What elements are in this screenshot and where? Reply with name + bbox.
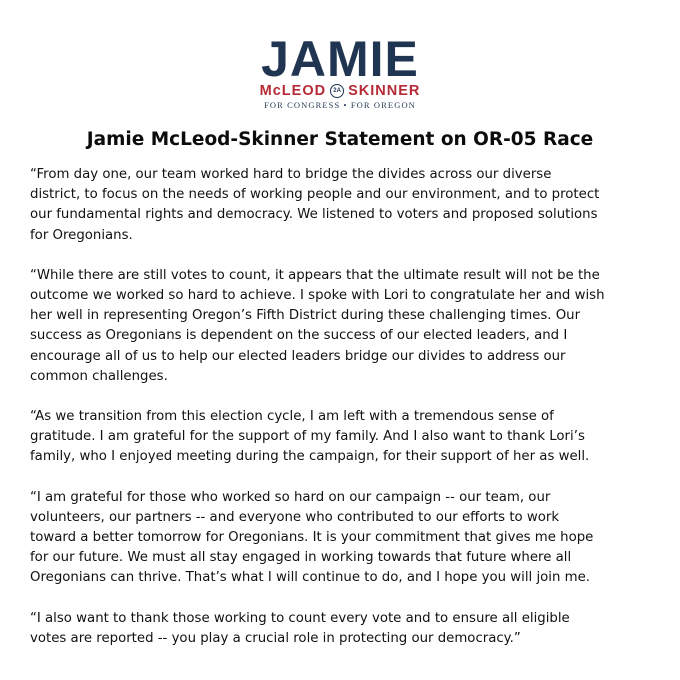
paragraph-line: volunteers, our partners -- and everyone who contributed to our efforts to work xyxy=(30,509,560,525)
paragraph-line: outcome we worked so hard to achieve. I spoke with Lori to congratulate her and wish xyxy=(30,288,605,304)
paragraph-line: “I also want to thank those working to count every vote and to ensure all eligible xyxy=(30,610,570,626)
paragraph-2 xyxy=(30,266,660,387)
logo-tagline: FOR CONGRESS • FOR OREGON xyxy=(264,100,416,110)
paragraph-line: district, to focus on the needs of working people and our environment, and to protect xyxy=(30,187,600,203)
statement-title: Jamie McLeod-Skinner Statement on OR-05 Race xyxy=(86,129,594,150)
paragraph-line: her well in representing Oregon’s Fifth District during these challenging times. Our xyxy=(30,308,581,324)
paragraph-line: “I am grateful for those who worked so hard on our campaign -- our team, our xyxy=(30,489,551,505)
logo-surname-right: SKINNER xyxy=(348,83,421,99)
paragraph-1 xyxy=(30,165,660,246)
paragraph-line: family, who I enjoyed meeting during the campaign, for their support of her as well. xyxy=(30,449,590,465)
campaign-logo xyxy=(0,31,680,110)
paragraph-line: “While there are still votes to count, it appears that the ultimate result will not be the xyxy=(30,267,600,283)
paragraph-4 xyxy=(30,488,660,589)
paragraph-line: common challenges. xyxy=(30,368,168,384)
paragraph-line: for our future. We must all stay engaged in working towards that future where all xyxy=(30,550,572,566)
paragraph-line: Oregonians can thrive. That’s what I will continue to do, and I hope you will join me. xyxy=(30,570,591,586)
paragraph-line: for Oregonians. xyxy=(30,227,133,243)
paragraph-line: gratitude. I am grateful for the support of my family. And I also want to thank Lori’s xyxy=(30,429,585,445)
paragraph-line: encourage all of us to help our elected leaders bridge our divides to address our xyxy=(30,348,566,364)
logo-badge-icon: 2A xyxy=(330,84,344,98)
paragraph-line: our fundamental rights and democracy. We listened to voters and proposed solutions xyxy=(30,207,598,223)
logo-surname-left: McLEOD xyxy=(259,83,327,99)
paragraph-5 xyxy=(30,609,660,649)
paragraph-line: votes are reported -- you play a crucial role in protecting our democracy.” xyxy=(30,630,521,646)
paragraph-line: toward a better tomorrow for Oregonians. It is your commitment that gives me hope xyxy=(30,530,594,546)
logo-surname-row xyxy=(0,83,680,99)
paragraph-line: “From day one, our team worked hard to bridge the divides across our diverse xyxy=(30,167,552,182)
paragraph-line: success as Oregonians is dependent on the success of our elected leaders, and I xyxy=(30,328,568,344)
paragraph-3 xyxy=(30,407,660,468)
logo-name: JAMIE xyxy=(261,31,419,87)
statement-body xyxy=(30,165,660,669)
paragraph-line: “As we transition from this election cycle, I am left with a tremendous sense of xyxy=(30,409,554,425)
